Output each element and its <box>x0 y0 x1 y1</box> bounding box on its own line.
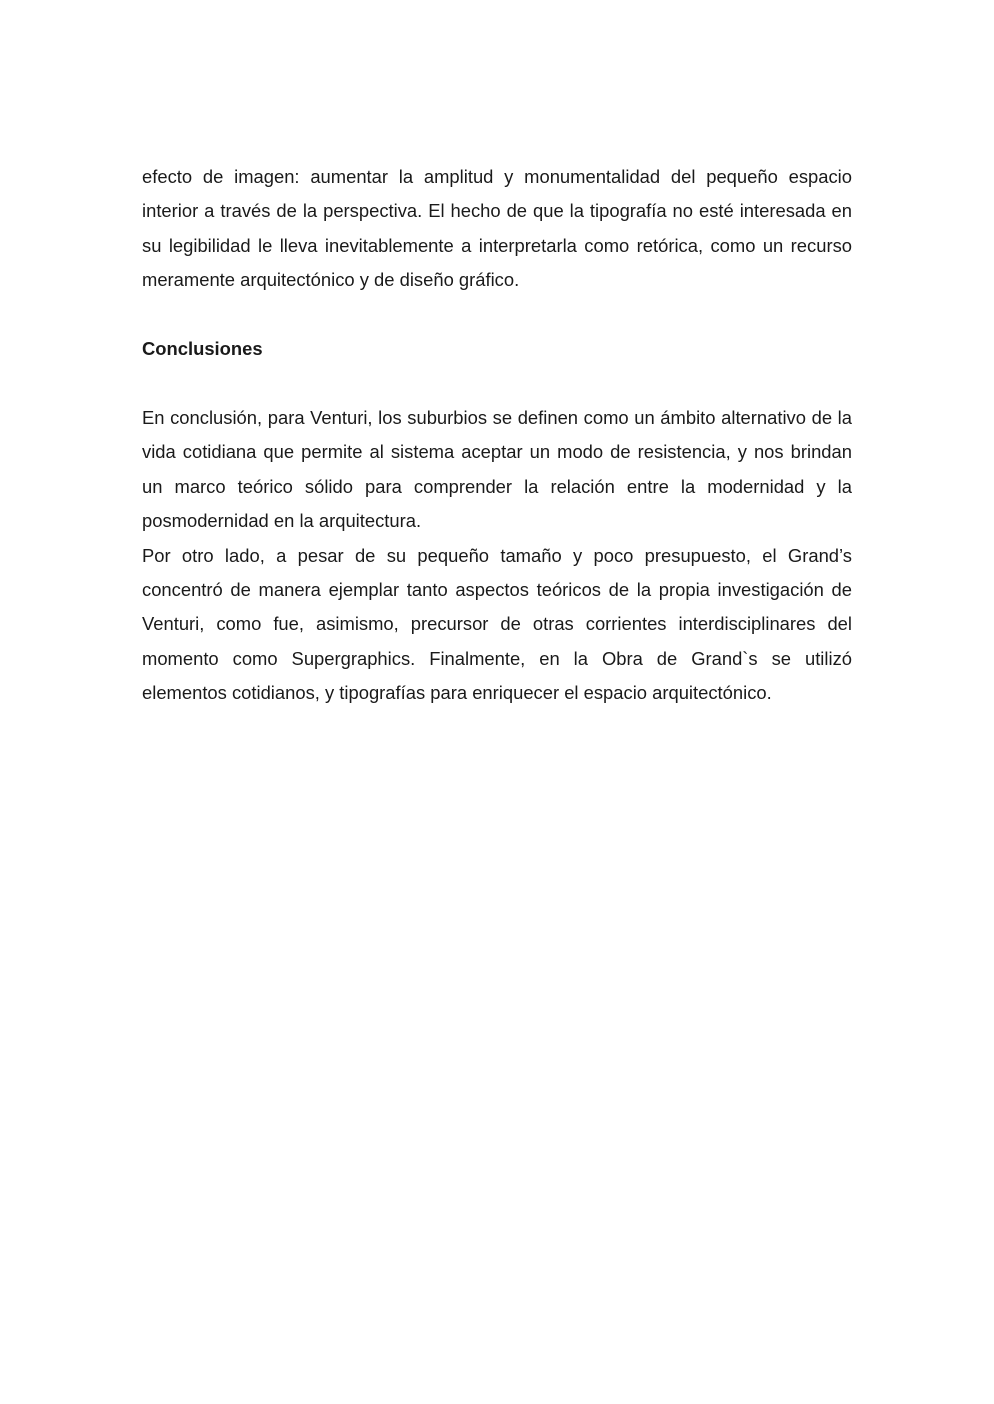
conclusions-body <box>142 401 852 711</box>
section-heading: Conclusiones <box>142 338 263 359</box>
body-paragraph: Por otro lado, a pesar de su pequeño tamaño y poco presupuesto, el Grand’s concentró de manera ejemplar tanto aspectos teóricos de la propia investigación de Venturi, como fue, asimismo, precursor de otras corrientes interdisciplinares del momento como Supergraphics. Finalmente, en la Obra de Grand`s se utilizó elementos cotidianos, y tipografías para enriquecer el espacio arquitectónico. <box>142 544 852 704</box>
body-paragraph: efecto de imagen: aumentar la amplitud y monumentalidad del pequeño espacio interior a través de la perspectiva. El hecho de que la tipografía no esté interesada en su legibilidad le lleva inevitablemente a interpretarla como retórica, como un recurso meramente arquitectónico y de diseño gráfico. <box>142 166 852 291</box>
body-paragraph: En conclusión, para Venturi, los suburbios se definen como un ámbito alternativo de la vida cotidiana que permite al sistema aceptar un modo de resistencia, y nos brindan un marco teórico sólido para comprender la relación entre la modernidad y la posmodernidad en la arquitectura. <box>142 407 852 532</box>
continuation-paragraph-block <box>142 160 852 298</box>
